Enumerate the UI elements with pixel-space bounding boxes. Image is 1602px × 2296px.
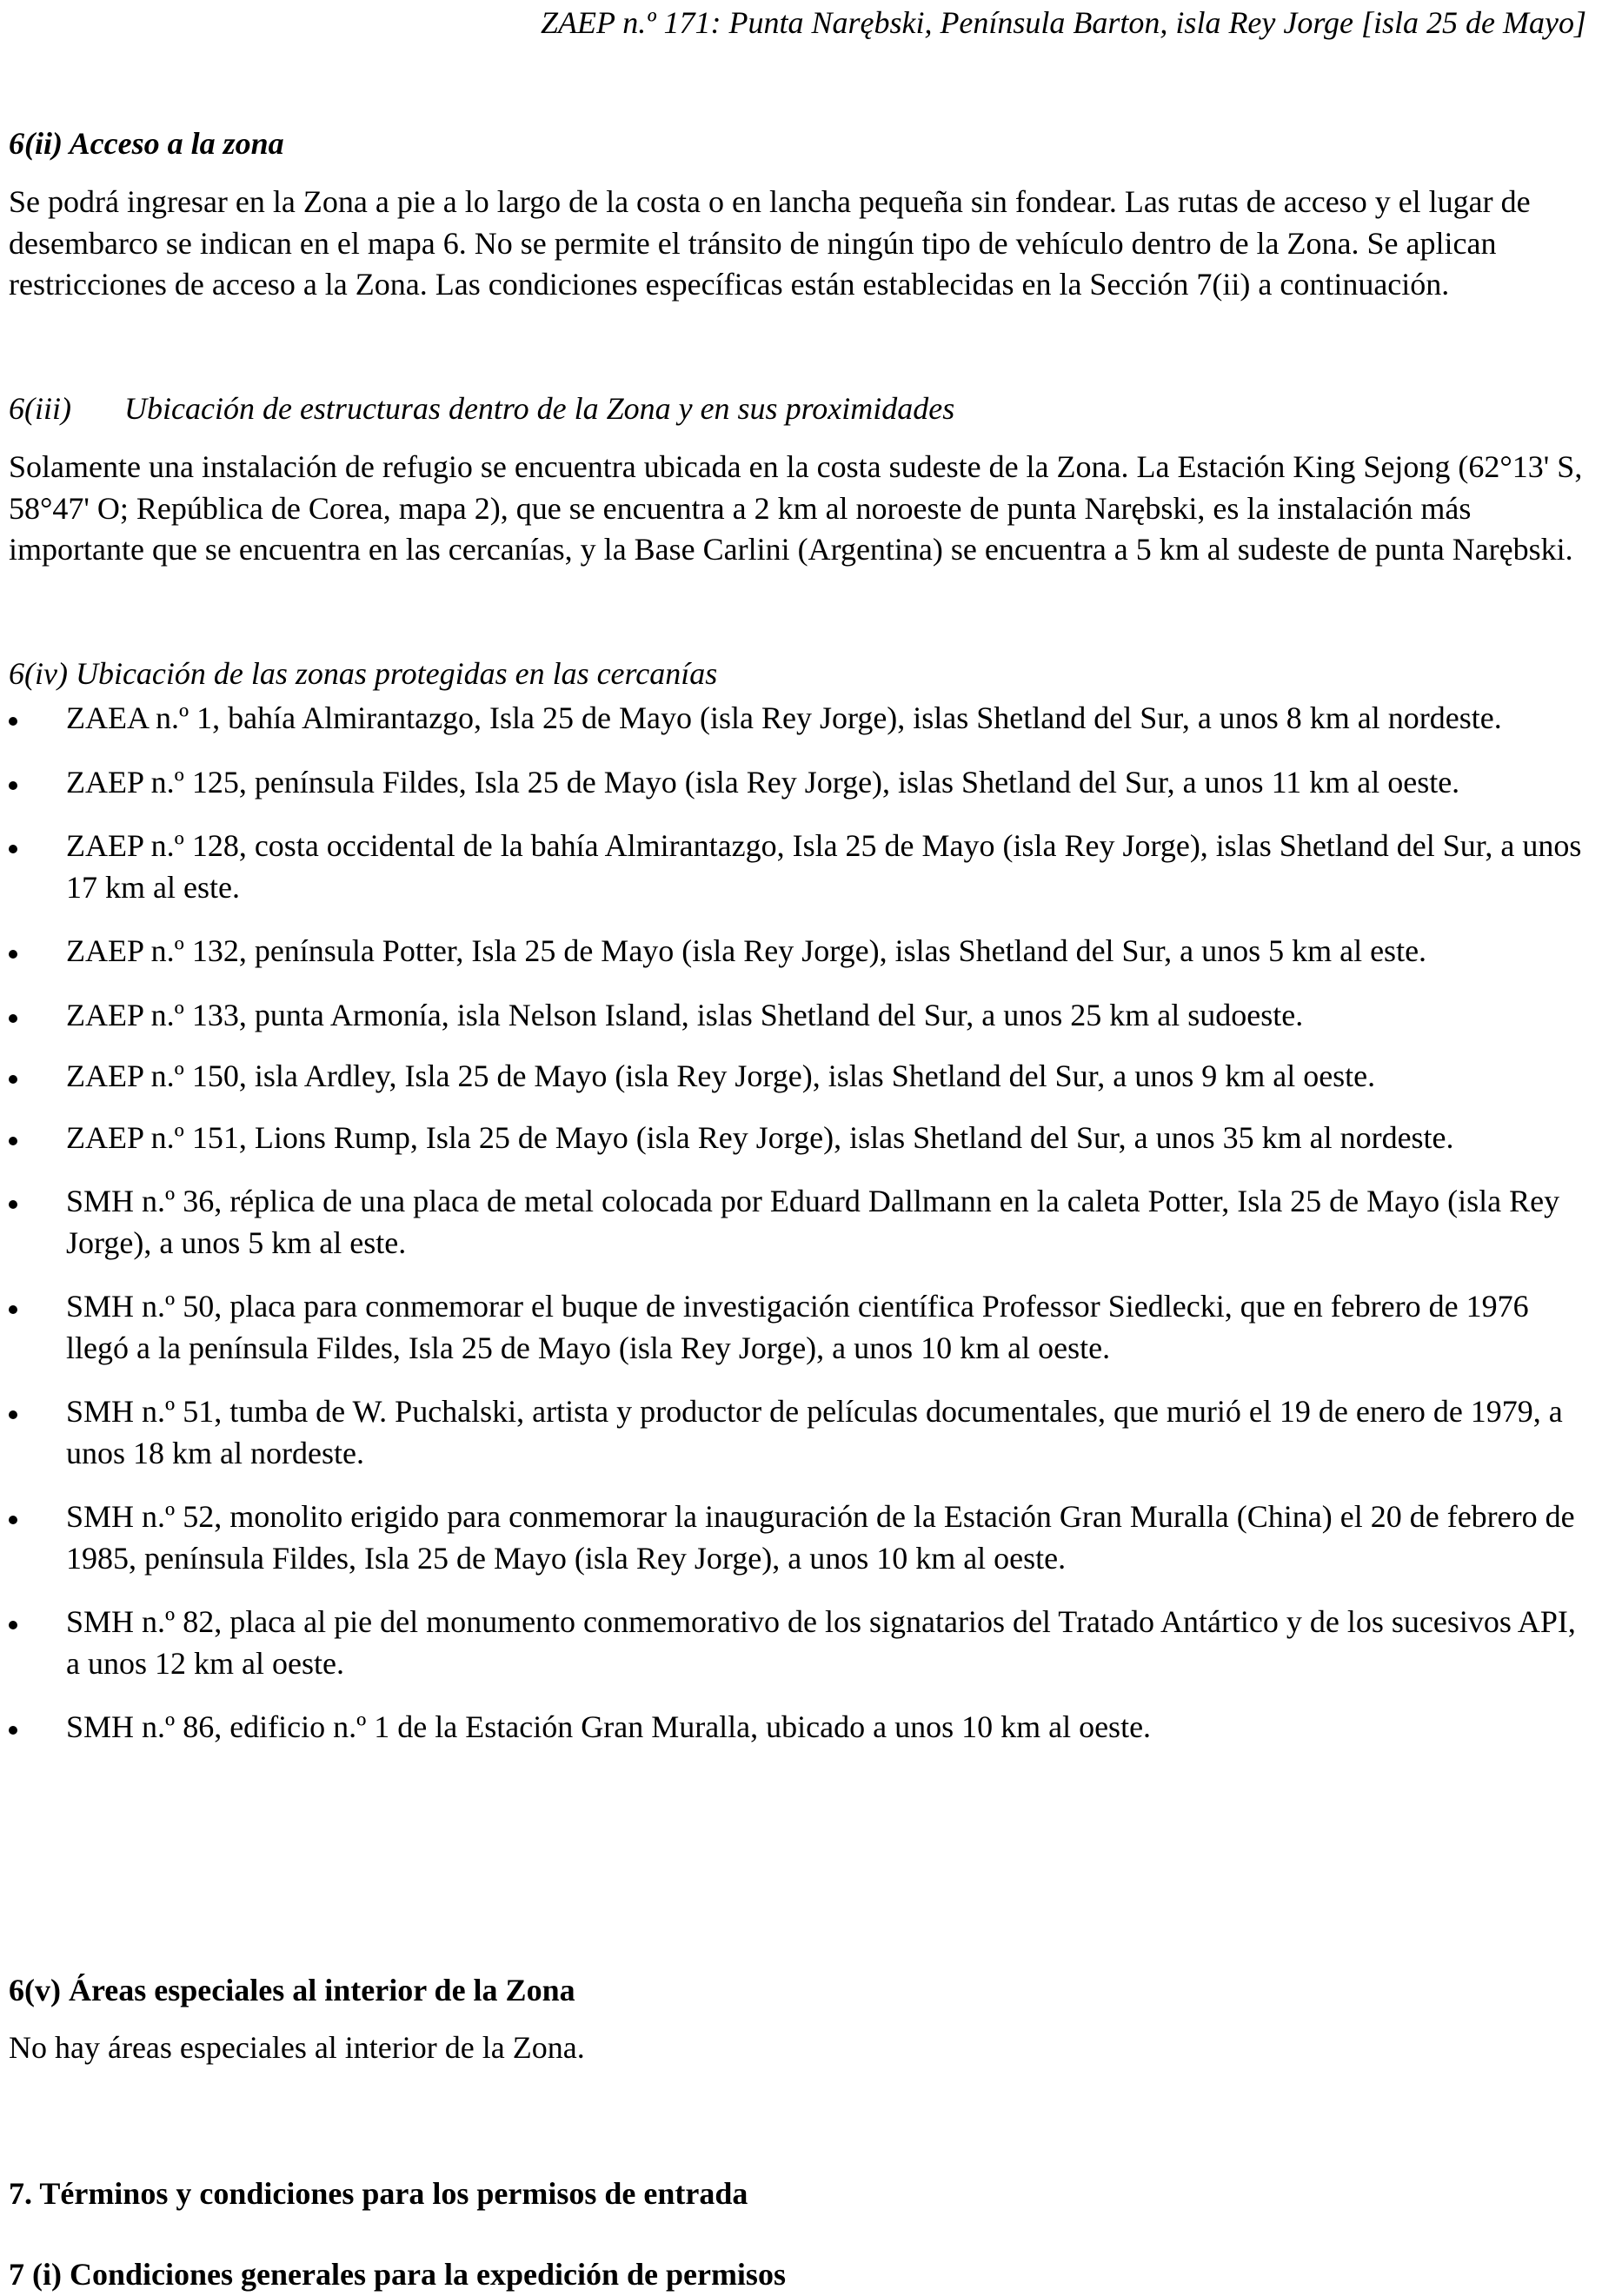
section-6iii-heading	[9, 389, 954, 428]
bullet-icon	[9, 1516, 17, 1524]
list-item: ZAEP n.º 132, península Potter, Isla 25 de Mayo (isla Rey Jorge), islas Shetland del Sur, a unos 5 km al este.	[9, 931, 1586, 972]
list-item: ZAEP n.º 150, isla Ardley, Isla 25 de Mayo (isla Rey Jorge), islas Shetland del Sur, a unos 9 km al oeste.	[9, 1056, 1586, 1098]
section-6iii-number: 6(iii)	[9, 391, 71, 426]
list-item: ZAEP n.º 125, península Fildes, Isla 25 de Mayo (isla Rey Jorge), islas Shetland del Sur, a unos 11 km al oeste.	[9, 762, 1586, 804]
bullet-icon	[9, 1410, 17, 1419]
list-item: ZAEP n.º 133, punta Armonía, isla Nelson Island, islas Shetland del Sur, a unos 25 km al sudoeste.	[9, 995, 1586, 1037]
bullet-icon	[9, 1137, 17, 1145]
bullet-icon	[9, 1200, 17, 1209]
section-6iii-title: Ubicación de estructuras dentro de la Zona y en sus proximidades	[124, 391, 955, 426]
section-6v-heading: 6(v) Áreas especiales al interior de la Zona	[9, 1973, 575, 2007]
bullet-icon	[9, 781, 17, 790]
bullet-icon	[9, 1075, 17, 1084]
list-item: SMH n.º 52, monolito erigido para conmemorar la inauguración de la Estación Gran Muralla (China) el 20 de febrero de 1985, península Fildes, Isla 25 de Mayo (isla Rey Jorge), a unos 10 km al oeste.	[9, 1496, 1586, 1579]
section-7i-heading: 7 (i) Condiciones generales para la expedición de permisos	[9, 2257, 786, 2292]
section-6v-body: No hay áreas especiales al interior de la Zona.	[9, 2030, 585, 2065]
list-item: SMH n.º 51, tumba de W. Puchalski, artista y productor de películas documentales, que murió el 19 de enero de 1979, a unos 18 km al nordeste.	[9, 1391, 1586, 1474]
list-item: ZAEP n.º 128, costa occidental de la bahía Almirantazgo, Isla 25 de Mayo (isla Rey Jorge), islas Shetland del Sur, a unos 17 km al este.	[9, 826, 1586, 908]
section-6ii-body: Se podrá ingresar en la Zona a pie a lo largo de la costa o en lancha pequeña sin fondear. Las rutas de acceso y el lugar de desembarco se indican en el mapa 6. No se permite el tránsito de ningún tipo de vehículo dentro de la Zona. Se aplican restricciones de acceso a la Zona. Las condiciones específicas están establecidas en la Sección 7(ii) a continuación.	[9, 184, 1531, 302]
section-7-heading: 7. Términos y condiciones para los permisos de entrada	[9, 2176, 748, 2211]
section-6iii-body: Solamente una instalación de refugio se encuentra ubicada en la costa sudeste de la Zona. La Estación King Sejong (62°13' S, 58°47' O; República de Corea, mapa 2), que se encuentra a 2 km al noroeste de punta Narębski, es la instalación más importante que se encuentra en las cercanías, y la Base Carlini (Argentina) se encuentra a 5 km al sudeste de punta Narębski.	[9, 449, 1583, 567]
list-item: SMH n.º 36, réplica de una placa de metal colocada por Eduard Dallmann en la caleta Potter, Isla 25 de Mayo (isla Rey Jorge), a unos 5 km al este.	[9, 1181, 1586, 1264]
list-item: ZAEA n.º 1, bahía Almirantazgo, Isla 25 de Mayo (isla Rey Jorge), islas Shetland del Sur, a unos 8 km al nordeste.	[9, 698, 1586, 740]
bullet-icon	[9, 1014, 17, 1023]
bullet-icon	[9, 845, 17, 853]
running-header: ZAEP n.º 171: Punta Narębski, Península Barton, isla Rey Jorge [isla 25 de Mayo]	[540, 5, 1586, 40]
bullet-icon	[9, 1305, 17, 1314]
list-item: SMH n.º 86, edificio n.º 1 de la Estación Gran Muralla, ubicado a unos 10 km al oeste.	[9, 1707, 1586, 1749]
protected-areas-list	[9, 698, 1586, 1749]
list-item: SMH n.º 50, placa para conmemorar el buque de investigación científica Professor Siedlecki, que en febrero de 1976 llegó a la península Fildes, Isla 25 de Mayo (isla Rey Jorge), a unos 10 km al oeste.	[9, 1286, 1586, 1369]
bullet-icon	[9, 1621, 17, 1629]
bullet-icon	[9, 1726, 17, 1735]
list-item: ZAEP n.º 151, Lions Rump, Isla 25 de Mayo (isla Rey Jorge), islas Shetland del Sur, a unos 35 km al nordeste.	[9, 1118, 1586, 1159]
section-6iv-heading: 6(iv) Ubicación de las zonas protegidas en las cercanías	[9, 656, 718, 691]
bullet-icon	[9, 717, 17, 726]
bullet-icon	[9, 950, 17, 959]
list-item: SMH n.º 82, placa al pie del monumento conmemorativo de los signatarios del Tratado Antártico y de los sucesivos API, a unos 12 km al oeste.	[9, 1602, 1586, 1684]
section-6ii-heading: 6(ii) Acceso a la zona	[9, 126, 284, 161]
